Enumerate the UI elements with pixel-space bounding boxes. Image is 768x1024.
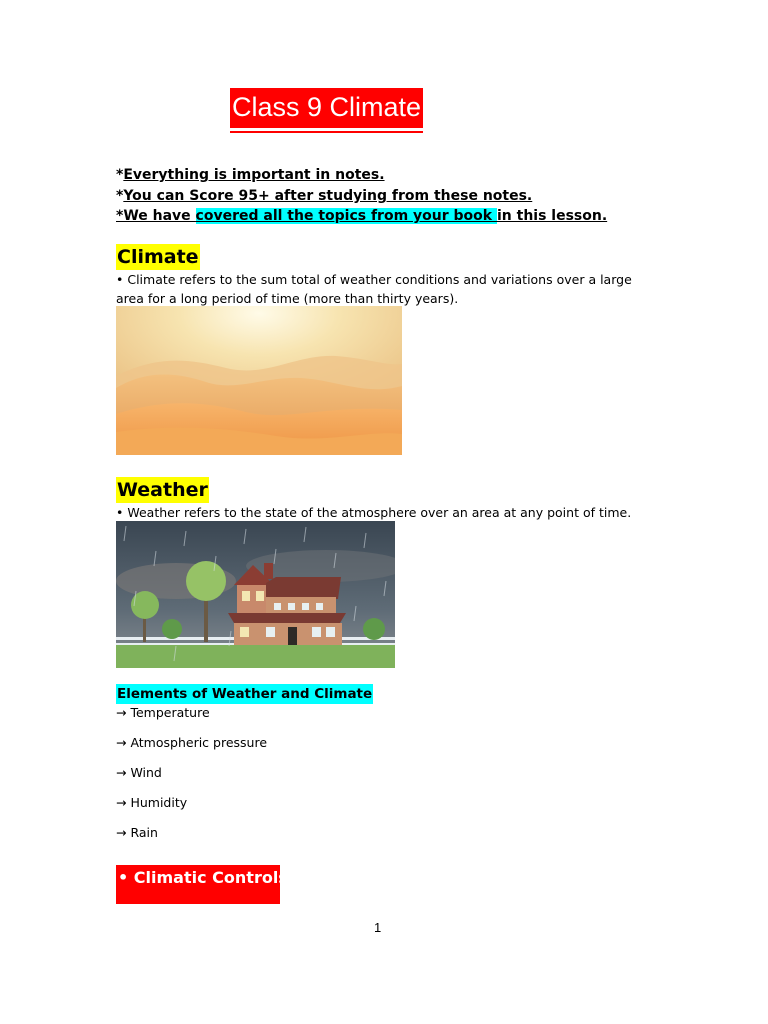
note-star: *: [116, 188, 124, 204]
weather-definition: • Weather refers to the state of the atmosphere over an area at any point of time.: [116, 505, 632, 520]
note-line-3: [116, 207, 607, 225]
climate-heading: Climate: [117, 246, 199, 268]
list-item: → Humidity: [116, 795, 188, 810]
note-text: Everything is important in notes.: [123, 167, 385, 183]
page-number: 1: [374, 920, 382, 935]
note-star: *: [116, 167, 124, 183]
note-text: You can Score 95+ after studying from these notes.: [123, 188, 533, 204]
elements-heading: Elements of Weather and Climate: [117, 686, 373, 702]
note-line-1: [116, 166, 385, 184]
climatic-controls-heading: [116, 865, 288, 904]
list-item: → Atmospheric pressure: [116, 735, 268, 750]
page-title: Class 9 Climate: [230, 88, 423, 128]
list-item: → Rain: [116, 825, 158, 840]
note-prefix: *We have: [116, 208, 196, 224]
list-item: → Wind: [116, 765, 162, 780]
note-line-2: [116, 187, 532, 205]
note-suffix: in this lesson.: [496, 208, 608, 224]
list-item: → Temperature: [116, 705, 210, 720]
climatic-controls-label: • Climatic Controls: [118, 868, 288, 887]
rainy-house-image: [116, 521, 395, 668]
weather-heading: Weather: [117, 479, 208, 501]
note-highlight: covered all the topics from your book: [195, 208, 497, 224]
climate-definition: • Climate refers to the sum total of weather conditions and variations over a large area for a long period of time (more than thirty years).: [116, 272, 632, 306]
desert-image: [116, 306, 402, 455]
